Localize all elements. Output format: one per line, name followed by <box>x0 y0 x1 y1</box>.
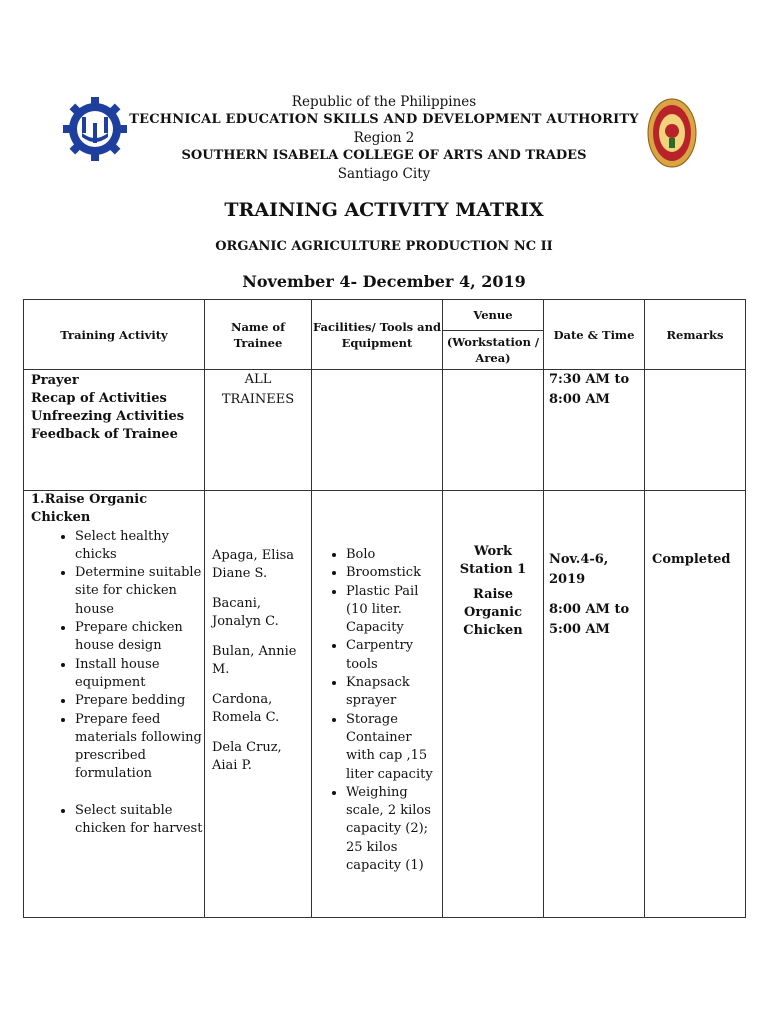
table-header-row <box>24 300 746 331</box>
list-item: • Prepare feed materials following prescribed formulation <box>75 711 204 784</box>
time-value: 8:00 AM to 5:00 AM <box>549 602 630 637</box>
list-item: • Knapsack sprayer <box>346 674 442 711</box>
header-school: SOUTHERN ISABELA COLLEGE OF ARTS AND TRADES <box>181 148 587 163</box>
list-item: • Prepare chicken house design <box>75 619 204 656</box>
datetime-cell <box>544 370 645 491</box>
list-item: • Plastic Pail (10 liter. Capacity <box>346 583 442 638</box>
activity-item: Prayer <box>31 373 79 388</box>
trainee-name: Dela Cruz, Aiai P. <box>212 740 282 773</box>
date-value: Nov.4-6, 2019 <box>549 552 609 587</box>
activity-cell <box>24 491 205 918</box>
date-range: November 4- December 4, 2019 <box>242 272 526 291</box>
activity-item: Recap of Activities <box>31 391 167 406</box>
trainee-name: Cardona, Romela C. <box>212 692 280 725</box>
facilities-cell <box>312 370 443 491</box>
header-region: Region 2 <box>353 130 415 146</box>
trainee-all: ALL TRAINEES <box>221 372 295 407</box>
list-item: • Weighing scale, 2 kilos capacity (2); 25 kilos capacity (1) <box>346 784 442 875</box>
status-badge: Completed <box>652 552 731 567</box>
list-item: • Select healthy chicks <box>75 528 204 565</box>
activity-title: 1.Raise Organic Chicken <box>31 492 148 526</box>
remarks-cell <box>645 491 746 918</box>
datetime-cell <box>544 491 645 918</box>
facilities-cell <box>312 491 443 918</box>
list-item: • Select suitable chicken for harvest <box>75 802 204 839</box>
trainee-cell <box>205 370 312 491</box>
list-item: • Broomstick <box>346 564 442 582</box>
trainee-name: Bulan, Annie M. <box>212 644 297 677</box>
list-item: • Determine suitable site for chicken house <box>75 564 204 619</box>
training-matrix-table <box>23 299 746 918</box>
header-training-activity: Training Activity <box>24 300 205 370</box>
tools-list <box>316 546 442 875</box>
time-value: 7:30 AM to 8:00 AM <box>549 372 630 407</box>
header-venue-sub: (Workstation / Area) <box>443 331 544 370</box>
header-remarks: Remarks <box>645 300 746 370</box>
header-republic: Republic of the Philippines <box>291 94 477 110</box>
list-item: • Bolo <box>346 546 442 564</box>
list-item: • Carpentry tools <box>346 637 442 674</box>
trainee-name: Apaga, Elisa Diane S. <box>212 548 295 581</box>
activity-item: Feedback of Trainee <box>31 427 178 442</box>
activity-item: Unfreezing Activities <box>31 409 185 424</box>
trainee-name: Bacani, Jonalyn C. <box>212 596 279 629</box>
table-row <box>24 491 746 918</box>
venue-cell <box>443 491 544 918</box>
document-title: TRAINING ACTIVITY MATRIX <box>224 199 544 221</box>
task-list <box>31 528 204 839</box>
activity-cell <box>24 370 205 491</box>
list-item: • Install house equipment <box>75 656 204 693</box>
header-name-of-trainee: Name of Trainee <box>205 300 312 370</box>
remarks-cell <box>645 370 746 491</box>
venue-station: Work Station 1 <box>459 544 527 577</box>
venue-cell <box>443 370 544 491</box>
list-item: • Prepare bedding <box>75 692 204 710</box>
header-agency: TECHNICAL EDUCATION SKILLS AND DEVELOPMENT AUTHORITY <box>129 112 639 127</box>
header-date-time: Date & Time <box>544 300 645 370</box>
course-name: ORGANIC AGRICULTURE PRODUCTION NC II <box>215 239 553 254</box>
venue-area: Raise Organic Chicken <box>463 587 523 638</box>
list-item: • Storage Container with cap ,15 liter capacity <box>346 711 442 784</box>
header-facilities: Facilities/ Tools and Equipment <box>312 300 443 370</box>
trainee-cell <box>205 491 312 918</box>
header-venue: Venue <box>443 300 544 331</box>
table-row <box>24 370 746 491</box>
header-city: Santiago City <box>337 166 431 182</box>
